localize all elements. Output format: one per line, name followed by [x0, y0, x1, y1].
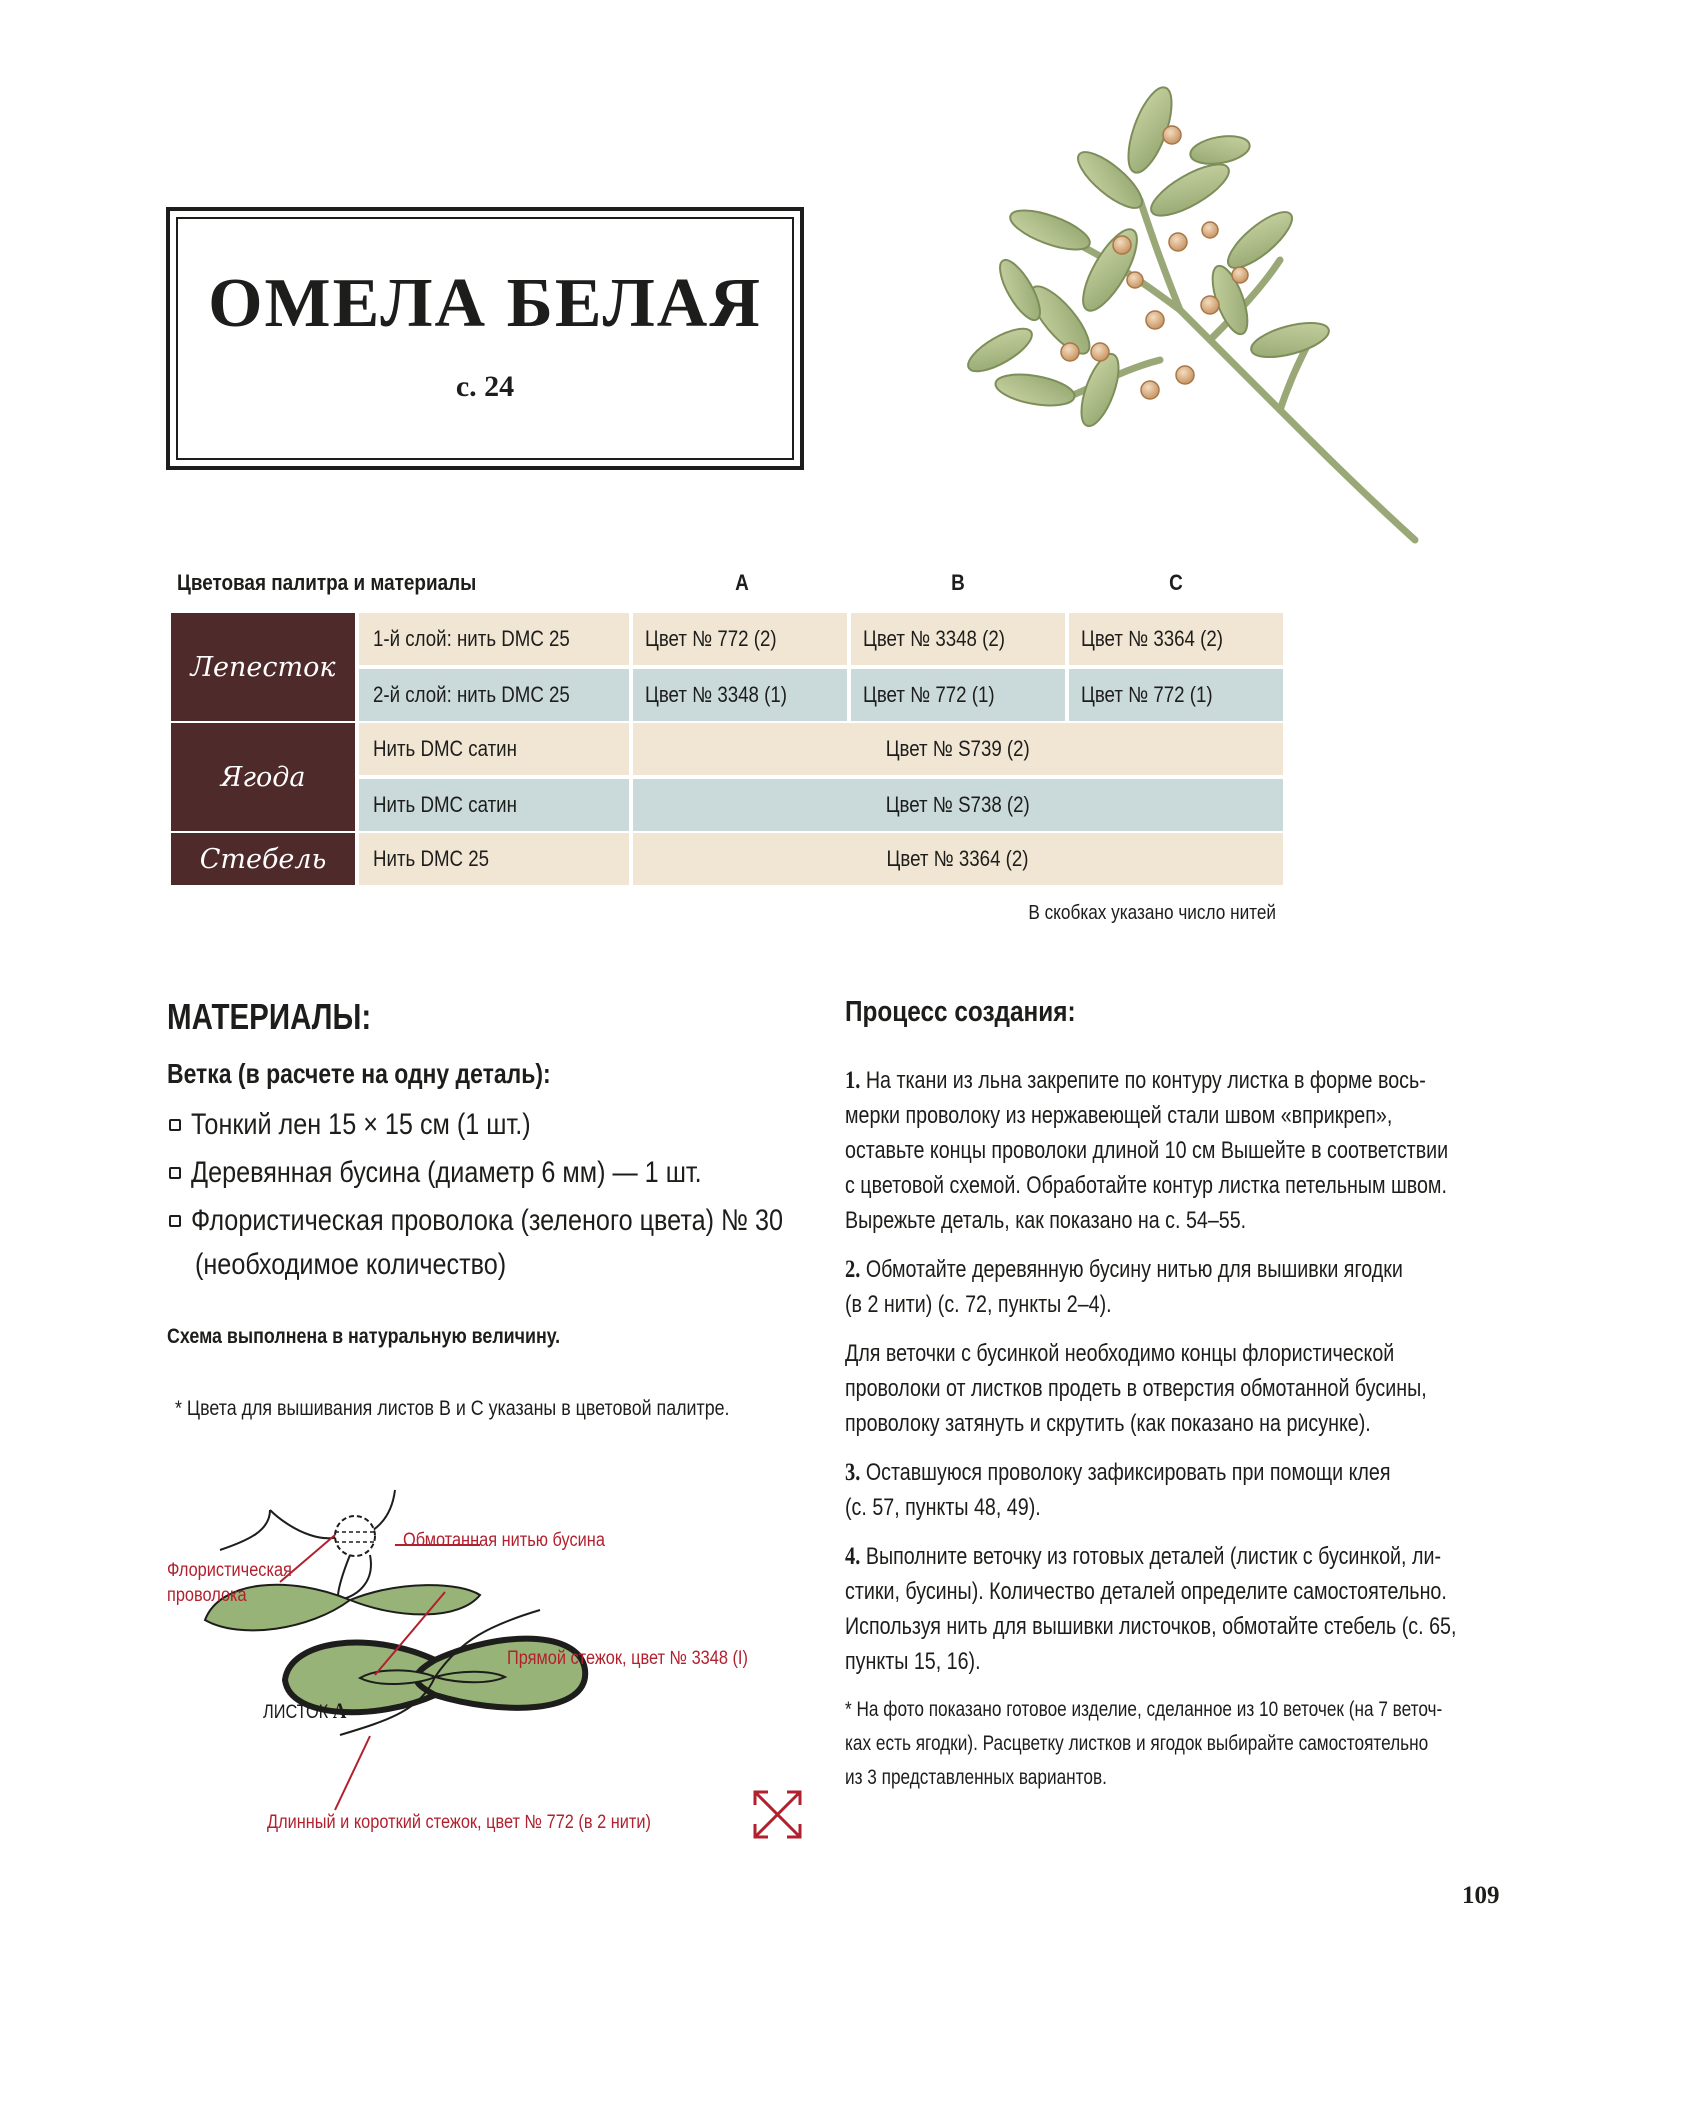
berry-row1-material: Нить DMC сатин [359, 723, 629, 775]
materials-list [167, 1103, 807, 1291]
row-label-petal: Лепесток [171, 613, 355, 721]
branch-subheading: Ветка (в расчете на одну деталь): [167, 1058, 551, 1089]
petal-layer1-material: 1-й слой: нить DMC 25 [359, 613, 629, 665]
list-item: Флористическая проволока (зеленого цвета) № 30 [167, 1199, 807, 1243]
scheme-note: Схема выполнена в натуральную величину. [167, 1325, 561, 1348]
checkbox-bullet-icon [169, 1119, 181, 1131]
palette-heading: Цветовая палитра и материалы [177, 570, 477, 595]
petal-layer2-color-a: Цвет № 3348 (1) [633, 669, 847, 721]
column-a-header: A [735, 570, 749, 595]
column-c-header: C [1169, 570, 1183, 595]
step-1: 1. На ткани из льна закрепите по контуру листка в форме вось- мерки проволоку из нержавеющей стали швом «вприкреп», оставьте концы проволоки длиной 10 см Вышейте в соответствии с цветовой схемой. Обработайте контур листка петельным швом. Вырежьте деталь, как показано на с. 54–55. [845, 1067, 1449, 1234]
page-number: 109 [1462, 1882, 1500, 1909]
list-item: Деревянная бусина (диаметр 6 мм) — 1 шт. [167, 1151, 807, 1195]
straight-stitch-label: Прямой стежок, цвет № 3348 (I) [507, 1648, 748, 1669]
page-title: ОМЕЛА БЕЛАЯ [208, 264, 762, 342]
stem-material: Нить DMC 25 [359, 833, 629, 885]
leaf-a-label: ЛИСТОК A [263, 1698, 347, 1723]
bead-label: Обмотанная нитью бусина [403, 1530, 605, 1551]
step-2: 2. Обмотайте деревянную бусину нитью для вышивки ягодки (в 2 нити) (с. 72, пункты 2–4). [845, 1256, 1403, 1318]
expand-arrows-icon [755, 1792, 800, 1837]
process-steps [845, 1063, 1485, 1795]
title-box [166, 207, 804, 470]
petal-layer2-color-c: Цвет № 772 (1) [1069, 669, 1283, 721]
petal-layer2-material: 2-й слой: нить DMC 25 [359, 669, 629, 721]
colors-note: * Цвета для вышивания листов B и C указаны в цветовой палитре. [175, 1397, 730, 1420]
step-2-extra: Для веточки с бусинкой необходимо концы флористической проволоки от листков продеть в отверстия обмотанной бусины, проволоку затянуть и скрутить (как показано на рисунке). [845, 1340, 1427, 1437]
wire-label-line2: проволока [167, 1585, 247, 1606]
stem-color: Цвет № 3364 (2) [633, 833, 1283, 885]
step-3: 3. Оставшуюся проволоку зафиксировать при помощи клея (с. 57, пункты 48, 49). [845, 1459, 1391, 1521]
page-reference: с. 24 [455, 369, 515, 403]
title-frame [176, 217, 794, 460]
long-short-stitch-label: Длинный и короткий стежок, цвет № 772 (в 2 нити) [267, 1812, 651, 1833]
petal-layer1-color-b: Цвет № 3348 (2) [851, 613, 1065, 665]
materials-heading: МАТЕРИАЛЫ: [167, 996, 372, 1037]
wire-label-line1: Флористическая [167, 1560, 292, 1581]
checkbox-bullet-icon [169, 1215, 181, 1227]
berry-row2-material: Нить DMC сатин [359, 779, 629, 831]
berry-row2-color: Цвет № S738 (2) [633, 779, 1283, 831]
mistletoe-photo [960, 70, 1440, 550]
petal-layer1-color-c: Цвет № 3364 (2) [1069, 613, 1283, 665]
berry-row1-color: Цвет № S739 (2) [633, 723, 1283, 775]
list-item-continuation: (необходимое количество) [195, 1248, 507, 1281]
list-item: Тонкий лен 15 × 15 см (1 шт.) [167, 1103, 807, 1147]
step-4: 4. Выполните веточку из готовых деталей (листик с бусинкой, ли- стики, бусины). Количество деталей определите самостоятельно. Используя нить для вышивки листочков, обмотайте стебель (с. 65, пункты 15, 16). [845, 1543, 1457, 1675]
petal-layer1-color-a: Цвет № 772 (2) [633, 613, 847, 665]
column-b-header: B [951, 570, 965, 595]
process-footnote: * На фото показано готовое изделие, сделанное из 10 веточек (на 7 веточ- ках есть ягодки). Расцветку листков и ягодок выбирайте самостоятельно из 3 представленных вариантов. [845, 1698, 1443, 1789]
petal-layer2-color-b: Цвет № 772 (1) [851, 669, 1065, 721]
process-heading: Процесс создания: [845, 996, 1076, 1028]
threads-note: В скобках указано число нитей [1028, 902, 1276, 924]
row-label-berry: Ягода [171, 723, 355, 831]
row-label-stem: Стебель [171, 833, 355, 885]
checkbox-bullet-icon [169, 1167, 181, 1179]
